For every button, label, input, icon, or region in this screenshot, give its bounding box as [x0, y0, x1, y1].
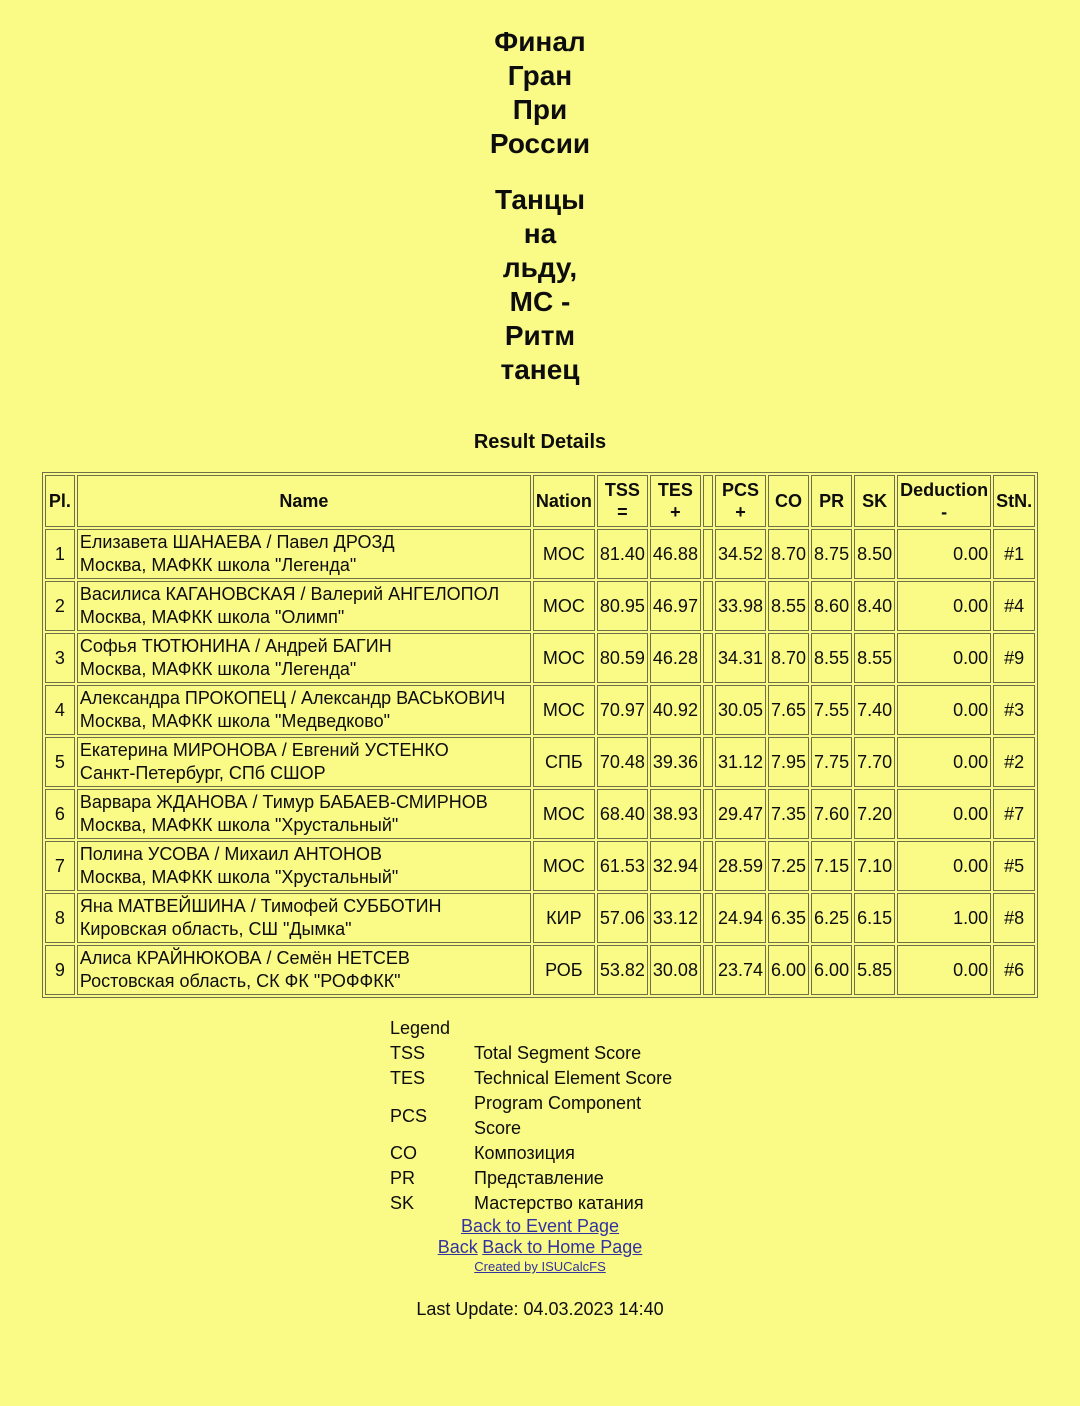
startnumber-cell: #3: [993, 685, 1035, 735]
subtitle-line: Ритм: [504, 320, 576, 351]
col-header-pcs-sub: +: [735, 502, 746, 522]
nation-cell: МОС: [533, 633, 595, 683]
event-title-main: [0, 25, 1080, 161]
skater-names: Варвара ЖДАНОВА / Тимур БАБАЕВ-СМИРНОВ: [79, 792, 488, 812]
sk-cell: 7.20: [854, 789, 895, 839]
title-gap: [0, 161, 1080, 183]
tss-cell: 80.95: [597, 581, 648, 631]
tes-cell: 40.92: [650, 685, 701, 735]
name-cell: [77, 529, 531, 579]
co-cell: 8.70: [768, 633, 809, 683]
pr-cell: 7.15: [811, 841, 852, 891]
skater-club: Ростовская область, СК ФК "РОФФКК": [79, 971, 401, 991]
nation-cell: МОС: [533, 685, 595, 735]
table-row: [45, 529, 1035, 579]
place-cell: 5: [45, 737, 75, 787]
spacer-cell: [703, 893, 713, 943]
deduction-cell: 0.00: [897, 685, 991, 735]
deduction-cell: 0.00: [897, 945, 991, 995]
skater-names: Александра ПРОКОПЕЦ / Александр ВАСЬКОВИЧ: [79, 688, 506, 708]
startnumber-cell: #2: [993, 737, 1035, 787]
col-header-tes-sub: +: [670, 502, 681, 522]
skater-club: Кировская область, СШ "Дымка": [79, 919, 352, 939]
pr-cell: 7.75: [811, 737, 852, 787]
subtitle-line: Танцы: [494, 184, 585, 215]
legend-row: [390, 1091, 714, 1141]
sk-cell: 7.10: [854, 841, 895, 891]
sk-cell: 8.50: [854, 529, 895, 579]
legend-desc: [474, 1041, 714, 1066]
col-header-tes-label: TES: [657, 480, 693, 500]
legend-abbr: SK: [390, 1193, 415, 1213]
col-header-sk: SK: [854, 475, 895, 527]
last-update: Last Update: 04.03.2023 14:40: [416, 1299, 664, 1319]
col-header-deduction: [897, 475, 991, 527]
legend-abbr: TSS: [390, 1043, 426, 1063]
place-cell: 9: [45, 945, 75, 995]
deduction-cell: 1.00: [897, 893, 991, 943]
results-table: [42, 472, 1038, 998]
legend-desc: [474, 1166, 714, 1191]
pcs-cell: 23.74: [715, 945, 766, 995]
legend-desc-line: Program Component: [474, 1093, 642, 1113]
legend-desc-line: Мастерство катания: [474, 1193, 644, 1213]
tes-cell: 46.97: [650, 581, 701, 631]
nation-cell: МОС: [533, 581, 595, 631]
table-header-row: [45, 475, 1035, 527]
col-header-tss-label: TSS: [604, 480, 640, 500]
startnumber-cell: #5: [993, 841, 1035, 891]
pr-cell: 8.75: [811, 529, 852, 579]
spacer-cell: [703, 581, 713, 631]
legend-desc: [474, 1191, 714, 1216]
col-header-spacer: [703, 475, 713, 527]
co-cell: 6.35: [768, 893, 809, 943]
skater-names: Полина УСОВА / Михаил АНТОНОВ: [79, 844, 382, 864]
col-header-place: Pl.: [45, 475, 75, 527]
legend-abbr: TES: [390, 1068, 426, 1088]
skater-names: Алиса КРАЙНЮКОВА / Семён НЕТСЕВ: [79, 948, 410, 968]
skater-names: Екатерина МИРОНОВА / Евгений УСТЕНКО: [79, 740, 449, 760]
nation-cell: КИР: [533, 893, 595, 943]
col-header-pcs: [715, 475, 766, 527]
legend-desc-line: Score: [474, 1118, 522, 1138]
pr-cell: 6.25: [811, 893, 852, 943]
legend-abbr: CO: [390, 1143, 417, 1163]
name-cell: [77, 685, 531, 735]
place-cell: 4: [45, 685, 75, 735]
pcs-cell: 33.98: [715, 581, 766, 631]
tes-cell: 30.08: [650, 945, 701, 995]
legend-title: Legend: [390, 1018, 451, 1038]
col-header-tss: [597, 475, 648, 527]
table-row: [45, 737, 1035, 787]
title-line: Финал: [494, 26, 586, 57]
place-cell: 3: [45, 633, 75, 683]
pcs-cell: 30.05: [715, 685, 766, 735]
co-cell: 7.65: [768, 685, 809, 735]
name-cell: [77, 841, 531, 891]
deduction-cell: 0.00: [897, 581, 991, 631]
legend-abbr: PCS: [390, 1105, 428, 1126]
pr-cell: 6.00: [811, 945, 852, 995]
legend-desc: [474, 1066, 714, 1091]
table-row: [45, 841, 1035, 891]
table-row: [45, 633, 1035, 683]
co-cell: 7.35: [768, 789, 809, 839]
startnumber-cell: #4: [993, 581, 1035, 631]
spacer-cell: [703, 633, 713, 683]
pcs-cell: 29.47: [715, 789, 766, 839]
title-line: России: [489, 128, 591, 159]
col-header-co: CO: [768, 475, 809, 527]
startnumber-cell: #9: [993, 633, 1035, 683]
nation-cell: РОБ: [533, 945, 595, 995]
legend-row: [390, 1141, 714, 1166]
pcs-cell: 34.31: [715, 633, 766, 683]
sk-cell: 7.40: [854, 685, 895, 735]
nation-cell: МОС: [533, 529, 595, 579]
tes-cell: 32.94: [650, 841, 701, 891]
name-cell: [77, 893, 531, 943]
legend-desc: [474, 1141, 714, 1166]
legend-desc-line: Композиция: [474, 1143, 575, 1163]
table-row: [45, 685, 1035, 735]
startnumber-cell: #1: [993, 529, 1035, 579]
spacer-cell: [703, 737, 713, 787]
pr-cell: 8.55: [811, 633, 852, 683]
co-cell: 8.55: [768, 581, 809, 631]
co-cell: 7.95: [768, 737, 809, 787]
startnumber-cell: #7: [993, 789, 1035, 839]
pcs-cell: 31.12: [715, 737, 766, 787]
tss-cell: 53.82: [597, 945, 648, 995]
name-cell: [77, 633, 531, 683]
tes-cell: 38.93: [650, 789, 701, 839]
tss-cell: 68.40: [597, 789, 648, 839]
skater-names: Елизавета ШАНАЕВА / Павел ДРОЗД: [79, 532, 395, 552]
table-row: [45, 893, 1035, 943]
legend-row: [390, 1191, 714, 1216]
spacer-cell: [703, 789, 713, 839]
tss-cell: 80.59: [597, 633, 648, 683]
nation-cell: СПБ: [533, 737, 595, 787]
skater-club: Москва, МАФКК школа "Медведково": [79, 711, 391, 731]
legend-desc-line: Представление: [474, 1168, 604, 1188]
place-cell: 7: [45, 841, 75, 891]
subtitle-line: льду,: [502, 252, 578, 283]
skater-names: Василиса КАГАНОВСКАЯ / Валерий АНГЕЛОПОЛ: [79, 584, 500, 604]
spacer-cell: [703, 945, 713, 995]
legend-desc-line: Technical Element Score: [474, 1068, 673, 1088]
footer-links: [0, 1216, 1080, 1276]
skater-club: Москва, МАФКК школа "Легенда": [79, 555, 357, 575]
table-row: [45, 945, 1035, 995]
nation-cell: МОС: [533, 841, 595, 891]
table-row: [45, 581, 1035, 631]
legend-desc: [474, 1091, 714, 1141]
deduction-cell: 0.00: [897, 633, 991, 683]
deduction-cell: 0.00: [897, 737, 991, 787]
sk-cell: 8.40: [854, 581, 895, 631]
startnumber-cell: #6: [993, 945, 1035, 995]
deduction-cell: 0.00: [897, 529, 991, 579]
sk-cell: 5.85: [854, 945, 895, 995]
deduction-cell: 0.00: [897, 789, 991, 839]
skater-club: Москва, МАФКК школа "Хрустальный": [79, 815, 399, 835]
startnumber-cell: #8: [993, 893, 1035, 943]
back-to-event-link[interactable]: Back to Event Page: [460, 1216, 620, 1236]
pr-cell: 7.55: [811, 685, 852, 735]
legend-row: [390, 1066, 714, 1091]
col-header-tes: [650, 475, 701, 527]
spacer-cell: [703, 685, 713, 735]
tes-cell: 46.88: [650, 529, 701, 579]
col-header-pcs-label: PCS: [721, 480, 759, 500]
name-cell: [77, 581, 531, 631]
co-cell: 6.00: [768, 945, 809, 995]
tes-cell: 39.36: [650, 737, 701, 787]
legend-table: [390, 1041, 714, 1216]
pr-cell: 8.60: [811, 581, 852, 631]
place-cell: 8: [45, 893, 75, 943]
event-title: [0, 25, 1080, 387]
col-header-nation: Nation: [533, 475, 595, 527]
col-header-name: Name: [77, 475, 531, 527]
tss-cell: 57.06: [597, 893, 648, 943]
col-header-deduction-label: Deduction: [900, 480, 989, 500]
place-cell: 6: [45, 789, 75, 839]
title-line: При: [512, 94, 568, 125]
pcs-cell: 24.94: [715, 893, 766, 943]
place-cell: 1: [45, 529, 75, 579]
tss-cell: 70.48: [597, 737, 648, 787]
col-header-deduction-sub: -: [941, 502, 948, 522]
legend-section: [390, 1016, 1080, 1216]
co-cell: 7.25: [768, 841, 809, 891]
tss-cell: 61.53: [597, 841, 648, 891]
pcs-cell: 34.52: [715, 529, 766, 579]
nation-cell: МОС: [533, 789, 595, 839]
legend-abbr: PR: [390, 1168, 416, 1188]
tes-cell: 33.12: [650, 893, 701, 943]
legend-row: [390, 1041, 714, 1066]
col-header-pr: PR: [811, 475, 852, 527]
tss-cell: 81.40: [597, 529, 648, 579]
subtitle-line: МС -: [509, 286, 571, 317]
subtitle-line: на: [523, 218, 557, 249]
pcs-cell: 28.59: [715, 841, 766, 891]
section-heading: Result Details: [473, 431, 607, 453]
back-to-home-link[interactable]: Back to Home Page: [482, 1237, 643, 1257]
skater-club: Москва, МАФКК школа "Олимп": [79, 607, 345, 627]
sk-cell: 8.55: [854, 633, 895, 683]
name-cell: [77, 789, 531, 839]
col-header-tss-sub: =: [617, 502, 628, 522]
name-cell: [77, 737, 531, 787]
legend-row: [390, 1166, 714, 1191]
event-title-segment: [0, 183, 1080, 387]
skater-club: Санкт-Петербург, СПб СШОР: [79, 763, 326, 783]
sk-cell: 7.70: [854, 737, 895, 787]
pr-cell: 7.60: [811, 789, 852, 839]
spacer-cell: [703, 841, 713, 891]
tss-cell: 70.97: [597, 685, 648, 735]
place-cell: 2: [45, 581, 75, 631]
sk-cell: 6.15: [854, 893, 895, 943]
table-row: [45, 789, 1035, 839]
co-cell: 8.70: [768, 529, 809, 579]
spacer-cell: [703, 529, 713, 579]
skater-names: Софья ТЮТЮНИНА / Андрей БАГИН: [79, 636, 392, 656]
deduction-cell: 0.00: [897, 841, 991, 891]
skater-club: Москва, МАФКК школа "Хрустальный": [79, 867, 399, 887]
back-link[interactable]: Back: [437, 1237, 478, 1257]
tes-cell: 46.28: [650, 633, 701, 683]
skater-club: Москва, МАФКК школа "Легенда": [79, 659, 357, 679]
col-header-startnumber: StN.: [993, 475, 1035, 527]
subtitle-line: танец: [500, 354, 580, 385]
skater-names: Яна МАТВЕЙШИНА / Тимофей СУББОТИН: [79, 896, 442, 916]
title-line: Гран: [507, 60, 573, 91]
name-cell: [77, 945, 531, 995]
legend-desc-line: Total Segment Score: [474, 1043, 642, 1063]
created-by-link[interactable]: Created by ISUCalcFS: [474, 1259, 606, 1274]
